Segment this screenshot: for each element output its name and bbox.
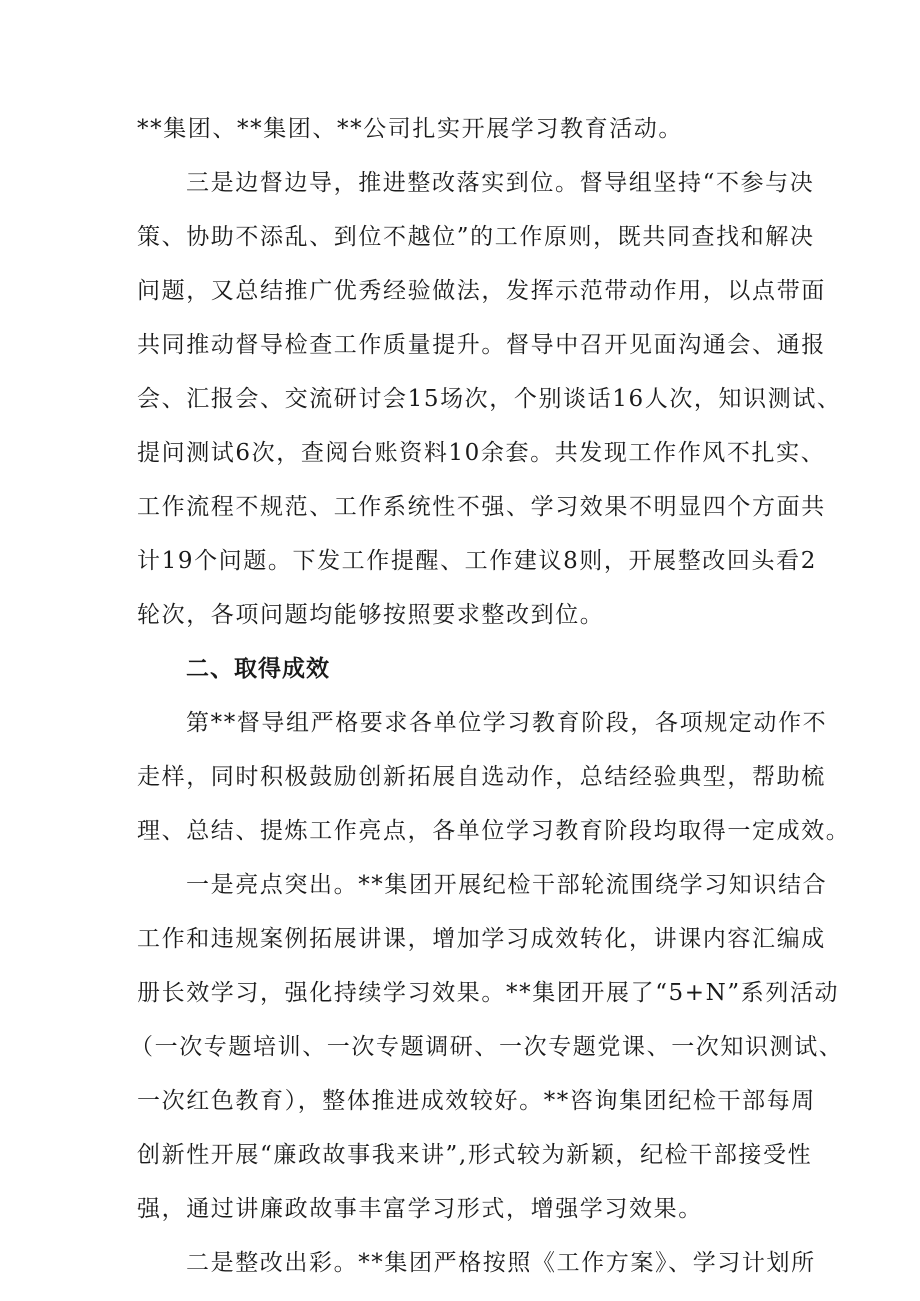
text-line: 会、汇报会、交流研讨会15场次，个别谈话16人次，知识测试、 — [137, 386, 842, 412]
text-line: 走样，同时积极鼓励创新拓展自选动作，总结经验典型，帮助梳 — [137, 764, 826, 790]
text-line: 轮次，各项问题均能够按照要求整改到位。 — [137, 602, 605, 628]
text-line: 工作流程不规范、工作系统性不强、学习效果不明显四个方面共 — [137, 494, 826, 520]
text-line: 理、总结、提炼工作亮点，各单位学习教育阶段均取得一定成效。 — [137, 818, 851, 844]
paragraph-first-line: 三是边督边导，推进整改落实到位。督导组坚持“不参与决 — [186, 170, 815, 196]
text-line: 册长效学习，强化持续学习效果。**集团开展了“5+N”系列活动 — [137, 980, 840, 1006]
text-line: （一次专题培训、一次专题调研、一次专题党课、一次知识测试、 — [130, 1034, 844, 1060]
text-line: 提问测试6次，查阅台账资料10余套。共发现工作作风不扎实、 — [137, 440, 826, 466]
text-line: 问题，又总结推广优秀经验做法，发挥示范带动作用，以点带面 — [137, 278, 826, 304]
paragraph-first-line: 一是亮点突出。**集团开展纪检干部轮流围绕学习知识结合 — [186, 872, 828, 898]
text-line: 一次红色教育），整体推进成效较好。**咨询集团纪检干部每周 — [137, 1088, 816, 1114]
section-heading: 二、取得成效 — [186, 656, 330, 682]
text-line: 创新性开展“廉政故事我来讲”,形式较为新颖，纪检干部接受性 — [137, 1142, 813, 1168]
text-line: 策、协助不添乱、到位不越位”的工作原则，既共同查找和解决 — [137, 224, 815, 250]
text-line: 强，通过讲廉政故事丰富学习形式，增强学习效果。 — [137, 1196, 703, 1222]
text-line: 共同推动督导检查工作质量提升。督导中召开见面沟通会、通报 — [137, 332, 826, 358]
text-line: 计19个问题。下发工作提醒、工作建议8则，开展整改回头看2 — [137, 548, 817, 574]
paragraph-first-line: 第**督导组严格要求各单位学习教育阶段，各项规定动作不 — [186, 710, 828, 736]
text-line: 工作和违规案例拓展讲课，增加学习成效转化，讲课内容汇编成 — [137, 926, 826, 952]
text-line: **集团、**集团、**公司扎实开展学习教育活动。 — [137, 116, 683, 142]
paragraph-first-line: 二是整改出彩。**集团严格按照《工作方案》、学习计划所 — [186, 1250, 816, 1276]
